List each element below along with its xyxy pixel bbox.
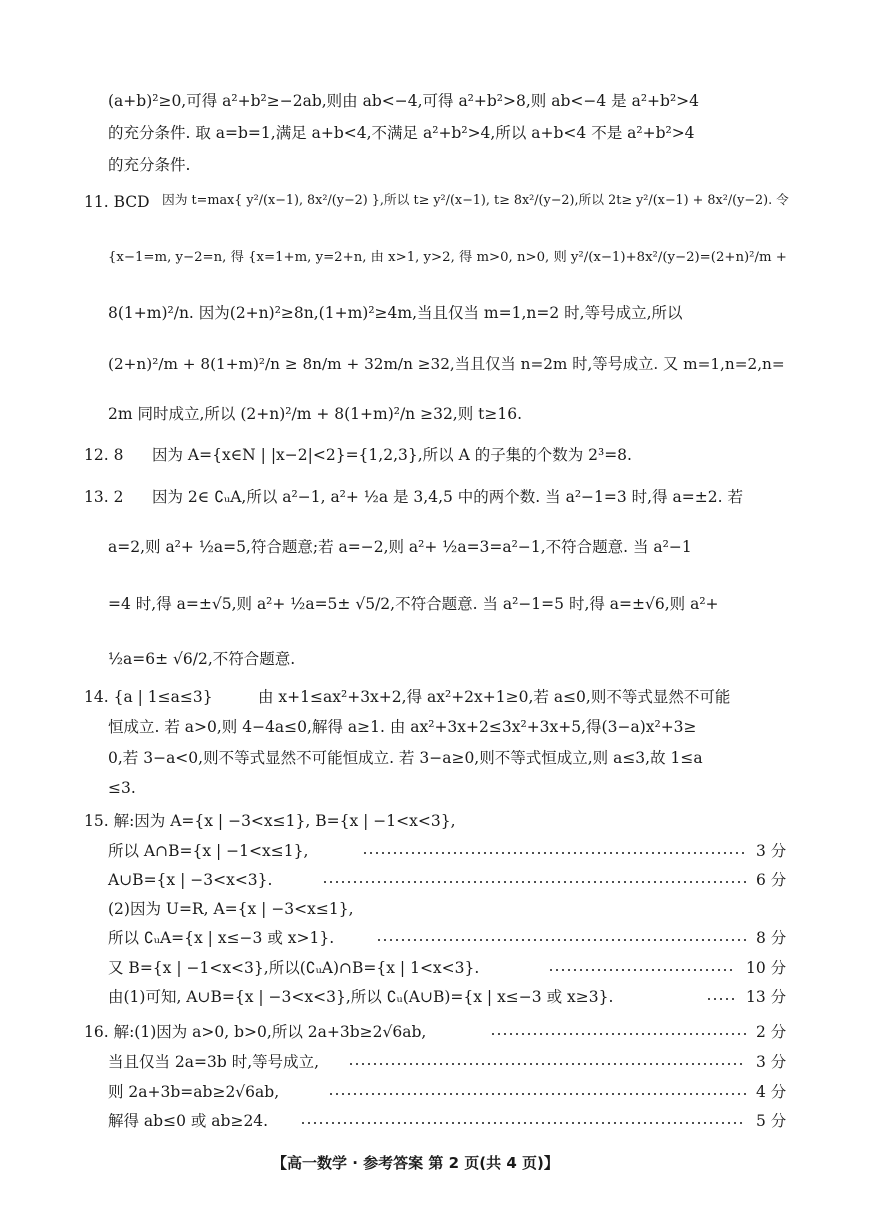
intro-line-3: 的充分条件. <box>108 156 191 174</box>
q13-line-1: 因为 2∈ ∁ᵤA,所以 a²−1, a²+ ½a 是 3,4,5 中的两个数. 当 a²−1=3 时,得 a=±2. 若 <box>152 488 743 506</box>
q14-line-1: 由 x+1≤ax²+3x+2,得 ax²+2x+1≥0,若 a≤0,则不等式显然不可能 <box>258 688 731 706</box>
q15-score-5: 8 分 <box>756 929 787 947</box>
q15-leader-6 <box>548 969 736 971</box>
q15-leader-3 <box>322 881 746 883</box>
q15-leader-2 <box>362 852 746 854</box>
q15-line-5: 所以 ∁ᵤA={x | x≤−3 或 x>1}. <box>108 929 335 947</box>
q16-leader-4 <box>300 1122 746 1124</box>
q13-line-2: a=2,则 a²+ ½a=5,符合题意;若 a=−2,则 a²+ ½a=3=a²−1,不符合题意. 当 a²−1 <box>108 538 692 556</box>
intro-line-1: (a+b)²≥0,可得 a²+b²≥−2ab,则由 ab<−4,可得 a²+b²>8,则 ab<−4 是 a²+b²>4 <box>108 92 700 110</box>
q15-leader-7 <box>706 998 736 1000</box>
q14-line-4: ≤3. <box>108 779 136 797</box>
q11-line-2: {x−1=m, y−2=n, 得 {x=1+m, y=2+n, 由 x>1, y>2, 得 m>0, n>0, 则 y²/(x−1)+8x²/(y−2)=(2+n)²/m + <box>108 250 787 265</box>
q14-line-2: 恒成立. 若 a>0,则 4−4a≤0,解得 a≥1. 由 ax²+3x+2≤3x²+3x+5,得(3−a)x²+3≥ <box>108 718 697 736</box>
q11-line-5: 2m 同时成立,所以 (2+n)²/m + 8(1+m)²/n ≥32,则 t≥16. <box>108 405 523 423</box>
q15-score-7: 13 分 <box>746 988 787 1006</box>
q13-line-4: ½a=6± √6/2,不符合题意. <box>108 650 296 668</box>
q16-score-2: 3 分 <box>756 1053 787 1071</box>
q15-line-7: 由(1)可知, A∪B={x | −3<x<3},所以 ∁ᵤ(A∪B)={x | x≤−3 或 x≥3}. <box>108 988 614 1006</box>
q15-line-1: 15. 解:因为 A={x | −3<x≤1}, B={x | −1<x<3}, <box>84 812 456 830</box>
q16-score-3: 4 分 <box>756 1083 787 1101</box>
intro-line-2: 的充分条件. 取 a=b=1,满足 a+b<4,不满足 a²+b²>4,所以 a+b<4 不是 a²+b²>4 <box>108 124 695 142</box>
q16-line-1: 16. 解:(1)因为 a>0, b>0,所以 2a+3b≥2√6ab, <box>84 1023 427 1041</box>
q16-leader-2 <box>348 1063 746 1065</box>
q15-line-3: A∪B={x | −3<x<3}. <box>108 871 273 889</box>
q15-score-2: 3 分 <box>756 842 787 860</box>
q11-line-1: 因为 t=max{ y²/(x−1), 8x²/(y−2) },所以 t≥ y²/(x−1), t≥ 8x²/(y−2),所以 2t≥ y²/(x−1) + 8x²/(y−2). 令 <box>162 193 789 208</box>
q16-line-3: 则 2a+3b=ab≥2√6ab, <box>108 1083 280 1101</box>
q16-leader-1 <box>490 1033 746 1035</box>
q15-score-3: 6 分 <box>756 871 787 889</box>
q14-number: 14. {a | 1≤a≤3} <box>84 688 213 706</box>
q14-line-3: 0,若 3−a<0,则不等式显然不可能恒成立. 若 3−a≥0,则不等式恒成立,则 a≤3,故 1≤a <box>108 749 703 767</box>
q13-number: 13. 2 <box>84 488 124 506</box>
q16-leader-3 <box>328 1093 746 1095</box>
q11-line-3: 8(1+m)²/n. 因为(2+n)²≥8n,(1+m)²≥4m,当且仅当 m=1,n=2 时,等号成立,所以 <box>108 304 683 322</box>
q12-text: 因为 A={x∈N | |x−2|<2}={1,2,3},所以 A 的子集的个数为 2³=8. <box>152 446 632 464</box>
q11-number: 11. BCD <box>84 193 150 211</box>
q12-number: 12. 8 <box>84 446 124 464</box>
q11-line-4: (2+n)²/m + 8(1+m)²/n ≥ 8n/m + 32m/n ≥32,当且仅当 n=2m 时,等号成立. 又 m=1,n=2,n= <box>108 355 785 373</box>
q13-line-3: =4 时,得 a=±√5,则 a²+ ½a=5± √5/2,不符合题意. 当 a²−1=5 时,得 a=±√6,则 a²+ <box>108 595 719 613</box>
q16-line-2: 当且仅当 2a=3b 时,等号成立, <box>108 1053 320 1071</box>
q16-line-4: 解得 ab≤0 或 ab≥24. <box>108 1112 269 1130</box>
q15-line-4: (2)因为 U=R, A={x | −3<x≤1}, <box>108 900 354 918</box>
q15-line-2: 所以 A∩B={x | −1<x≤1}, <box>108 842 309 860</box>
q16-score-1: 2 分 <box>756 1023 787 1041</box>
q15-line-6: 又 B={x | −1<x<3},所以(∁ᵤA)∩B={x | 1<x<3}. <box>108 959 480 977</box>
page-footer: 【高一数学 · 参考答案 第 2 页(共 4 页)】 <box>272 1154 559 1172</box>
q15-score-6: 10 分 <box>746 959 787 977</box>
q16-score-4: 5 分 <box>756 1112 787 1130</box>
q15-leader-5 <box>376 939 746 941</box>
